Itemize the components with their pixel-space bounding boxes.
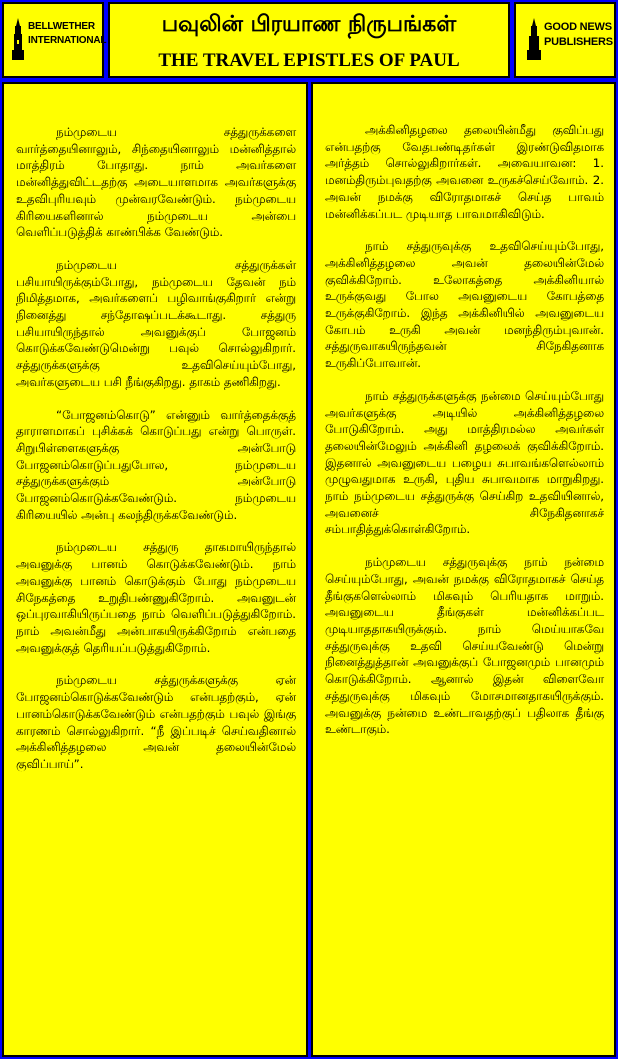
tower-icon [526, 18, 542, 62]
paragraph: நம்முடைய சத்துருக்கள் பசியாயிருக்கும்போது, நம்முடைய தேவன் நம் நிமித்தமாக, அவர்களைப் பழிவாங்குகிறார் என்று நினைத்து சந்தோஷப்படக்கூடாது. சத்துரு பசியாயிருந்தால் அவனுக்குப் போஜனம் கொடுக்கவேண்டுமென்று பவுல் சொல்லுகிறார். சத்துருக்களுக்கு உதவிசெய்யும்போது, அவர்களுடைய பசி நீங்குகிறது. தாகம் தணிகிறது. [16, 257, 296, 389]
page-title-english: THE TRAVEL EPISTLES OF PAUL [158, 50, 460, 71]
left-text-column [2, 82, 308, 1057]
paragraph: நாம் சத்துருவுக்கு உதவிசெய்யும்போது, அக்கினித்தழலை அவன் தலையின்மேல் குவிக்கிறோம். உலோகத்தை அக்கினியால் உருக்குவது போல அவனுடைய கோபத்தை உருக்குகிறோம். இந்த அக்கினியில் அவனுடைய கோபம் உருகி அவன் மனந்திரும்புவான். சத்துருவாகயிருந்தவன் சிநேகிதனாக உருகிப்போவான். [325, 239, 604, 371]
logo-line-2: PUBLISHERS [544, 36, 613, 48]
paragraph: நம்முடைய சத்துருவுக்கு நாம் நன்மை செய்யும்போது, அவன் நமக்கு விரோதமாகச் செய்த தீங்குகளெல்லாம் மிகவும் பெரியதாக மாறும். அவனுடைய தீங்குகள் மன்னிக்கப்பட முடியாததாகயிருக்கும். நாம் மெய்யாகவே சத்துருவுக்கு உதவி செய்யவேண்டு மென்று நினைத்துத்தான் அவனுக்குப் போஜனமும் பானமும் கொடுக்கிறோம். ஆனால் இதன் விளைவோ சத்துருவுக்கு மிகவும் மோசமானதாகயிருக்கும். அவனுக்கு நன்மை உண்டாவதற்குப் பதிலாக தீங்கு உண்டாகும். [325, 555, 604, 737]
logo-line-1: BELLWETHER [28, 21, 95, 32]
logo-line-1: GOOD NEWS [544, 21, 612, 33]
paragraph: நம்முடைய சத்துருக்களுக்கு ஏன் போஜனம்கொடுக்கவேண்டும் என்பதற்கும், ஏன் பானம்கொடுக்கவேண்டும் என்பதற்கும் பவுல் இங்கு காரணம் சொல்லுகிறார். “நீ இப்படிச் செய்வதினால் அக்கினித்தழலை அவன் தலையின்மேல் குவிப்பாய்”. [16, 673, 296, 771]
publisher-logo-right [514, 2, 616, 78]
title-block [108, 2, 510, 78]
bell-tower-icon [10, 18, 26, 62]
paragraph: நம்முடைய சத்துரு தாகமாயிருந்தால் அவனுக்கு பானம் கொடுக்கவேண்டும். நாம் அவனுக்கு பானம் கொடுக்கும் போது நம்முடைய சிநேகத்தை உறுதிபண்ணுகிறோம். அவனுடன் ஒப்புரவாகியிருப்பதை நாம் வெளிப்படுத்துகிறோம். நாம் அவன்மீது அன்பாகயிருக்கிறோம் என்பதை அவனுக்குத் தெரியப்படுத்துகிறோம். [16, 540, 296, 655]
right-text-column [311, 82, 616, 1057]
paragraph: “போஜனம்கொடு” என்னும் வார்த்தைக்குத் தாராளமாகப் புசிக்கக் கொடுப்பது என்று பொருள். சிறுபிள்ளைகளுக்கு அன்போடு போஜனம்கொடுப்பதுபோல, நம்முடைய சத்துருக்களுக்கும் அன்போடு போஜனம்கொடுக்கவேண்டும். நம்முடைய கிரியையில் அன்பு கலந்திருக்கவேண்டும். [16, 407, 296, 522]
paragraph: நம்முடைய சத்துருக்களை வார்த்தையினாலும், சிந்தையினாலும் மன்னித்தால் மாத்திரம் போதாது. நாம் அவர்களை மன்னித்துவிட்டதற்கு அடையாளமாக அவர்களுக்கு உதவிபுரியவும் முன்வரவேண்டும். நம்முடைய கிரியைகளினால் நம்முடைய அன்பை வெளிப்படுத்திக் காண்பிக்க வேண்டும். [16, 125, 296, 240]
paragraph: அக்கினிதழலை தலையின்மீது குவிப்பது என்பதற்கு வேதபண்டிதர்கள் இரண்டுவிதமாக அர்த்தம் சொல்லுகிறார்கள். அவையாவன: 1. மனம்திரும்புவதற்கு அவனை உருகச்செய்வோம். 2. அவன் நமக்கு விரோதமாகச் செய்த பாவம் மன்னிக்கப்பட முடியாத பாவமாகிவிடும். [325, 123, 604, 221]
page-header [0, 0, 618, 80]
logo-line-2: INTERNATIONAL [28, 35, 107, 46]
publisher-logo-left [2, 2, 107, 78]
page-title-tamil: பவுலின் பிரயாண நிருபங்கள் [161, 12, 457, 37]
paragraph: நாம் சத்துருக்களுக்கு நன்மை செய்யும்போது அவர்களுக்கு அடியில் அக்கினித்தழலை போடுகிறோம். அது மாத்திரமல்ல அவர்கள் தலையின்மேலும் அக்கினி தழலைக் குவிக்கிறோம். இதனால் அவனுடைய பழைய சுபாவங்களெல்லாம் முழுவதுமாக உருகி, புதிய சுபாவமாக மாறுகிறது. நாம் நம்முடைய சத்துருக்கு செய்கிற உதவியினால், அவனைச் சிநேகிதனாகச் சம்பாதித்துக்கொள்கிறோம். [325, 388, 604, 537]
